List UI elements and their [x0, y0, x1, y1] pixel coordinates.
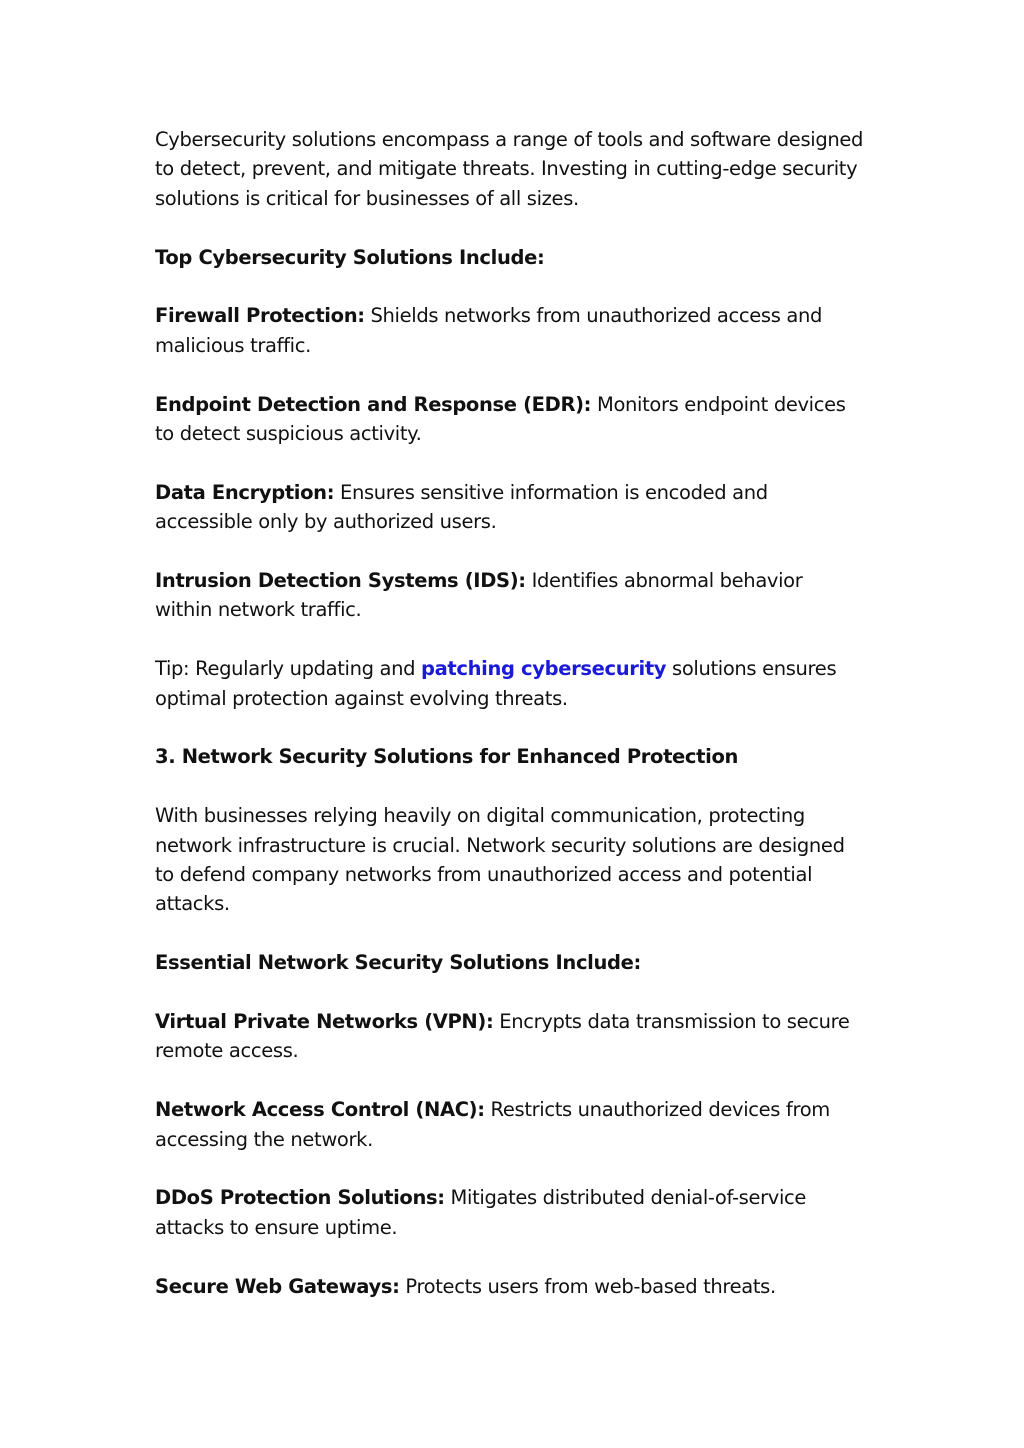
network-item-swg [155, 1272, 865, 1301]
intro-paragraph: Cybersecurity solutions encompass a range of tools and software designed to detect, prevent, and mitigate threats. Investing in cutting-edge security solutions is critical for businesses of all sizes. [155, 128, 864, 210]
network-term: Network Access Control (NAC): [155, 1098, 485, 1122]
network-item-nac [155, 1095, 865, 1154]
network-desc: Mitigates distributed denial-of-service attacks to ensure uptime. [155, 1186, 807, 1239]
solution-desc: Identifies abnormal behavior within network traffic. [155, 569, 803, 622]
patching-cybersecurity-link[interactable]: patching cybersecurity [420, 657, 667, 681]
network-desc: Protects users from web-based threats. [399, 1274, 776, 1298]
solution-desc: Ensures sensitive information is encoded and accessible only by authorized users. [155, 480, 768, 534]
solution-desc: Monitors endpoint devices to detect suspicious activity. [155, 392, 846, 446]
network-term: DDoS Protection Solutions: [155, 1186, 445, 1210]
solution-item-encryption [155, 478, 865, 537]
network-desc: Encrypts data transmission to secure remote access. [155, 1010, 850, 1063]
solution-item-edr [155, 390, 865, 449]
tip-text-before: Tip: Regularly updating and [155, 657, 421, 681]
network-item-vpn [155, 1007, 865, 1066]
network-item-ddos [155, 1183, 865, 1242]
tip-paragraph [155, 654, 865, 713]
solution-term: Firewall Protection: [155, 304, 365, 328]
network-term: Secure Web Gateways: [155, 1274, 400, 1298]
top-solutions-heading: Top Cybersecurity Solutions Include: [155, 245, 545, 269]
section3-heading: 3. Network Security Solutions for Enhanced Protection [155, 745, 739, 769]
network-term: Virtual Private Networks (VPN): [155, 1010, 494, 1034]
network-desc: Restricts unauthorized devices from accessing the network. [155, 1098, 830, 1151]
solution-item-firewall [155, 301, 865, 360]
section3-intro-paragraph: With businesses relying heavily on digital communication, protecting network infrastructure is crucial. Network security solutions are designed to defend company networks from unauthorized access and potential attacks. [155, 804, 845, 916]
tip-text-after: solutions ensures optimal protection against evolving threats. [155, 657, 837, 710]
solution-desc: Shields networks from unauthorized access and malicious traffic. [155, 304, 822, 357]
solution-term: Data Encryption: [155, 480, 335, 504]
solution-item-ids [155, 566, 865, 625]
document-page [155, 125, 865, 1330]
network-solutions-heading: Essential Network Security Solutions Include: [155, 951, 641, 975]
solution-term: Endpoint Detection and Response (EDR): [155, 392, 592, 416]
solution-term: Intrusion Detection Systems (IDS): [155, 569, 526, 593]
